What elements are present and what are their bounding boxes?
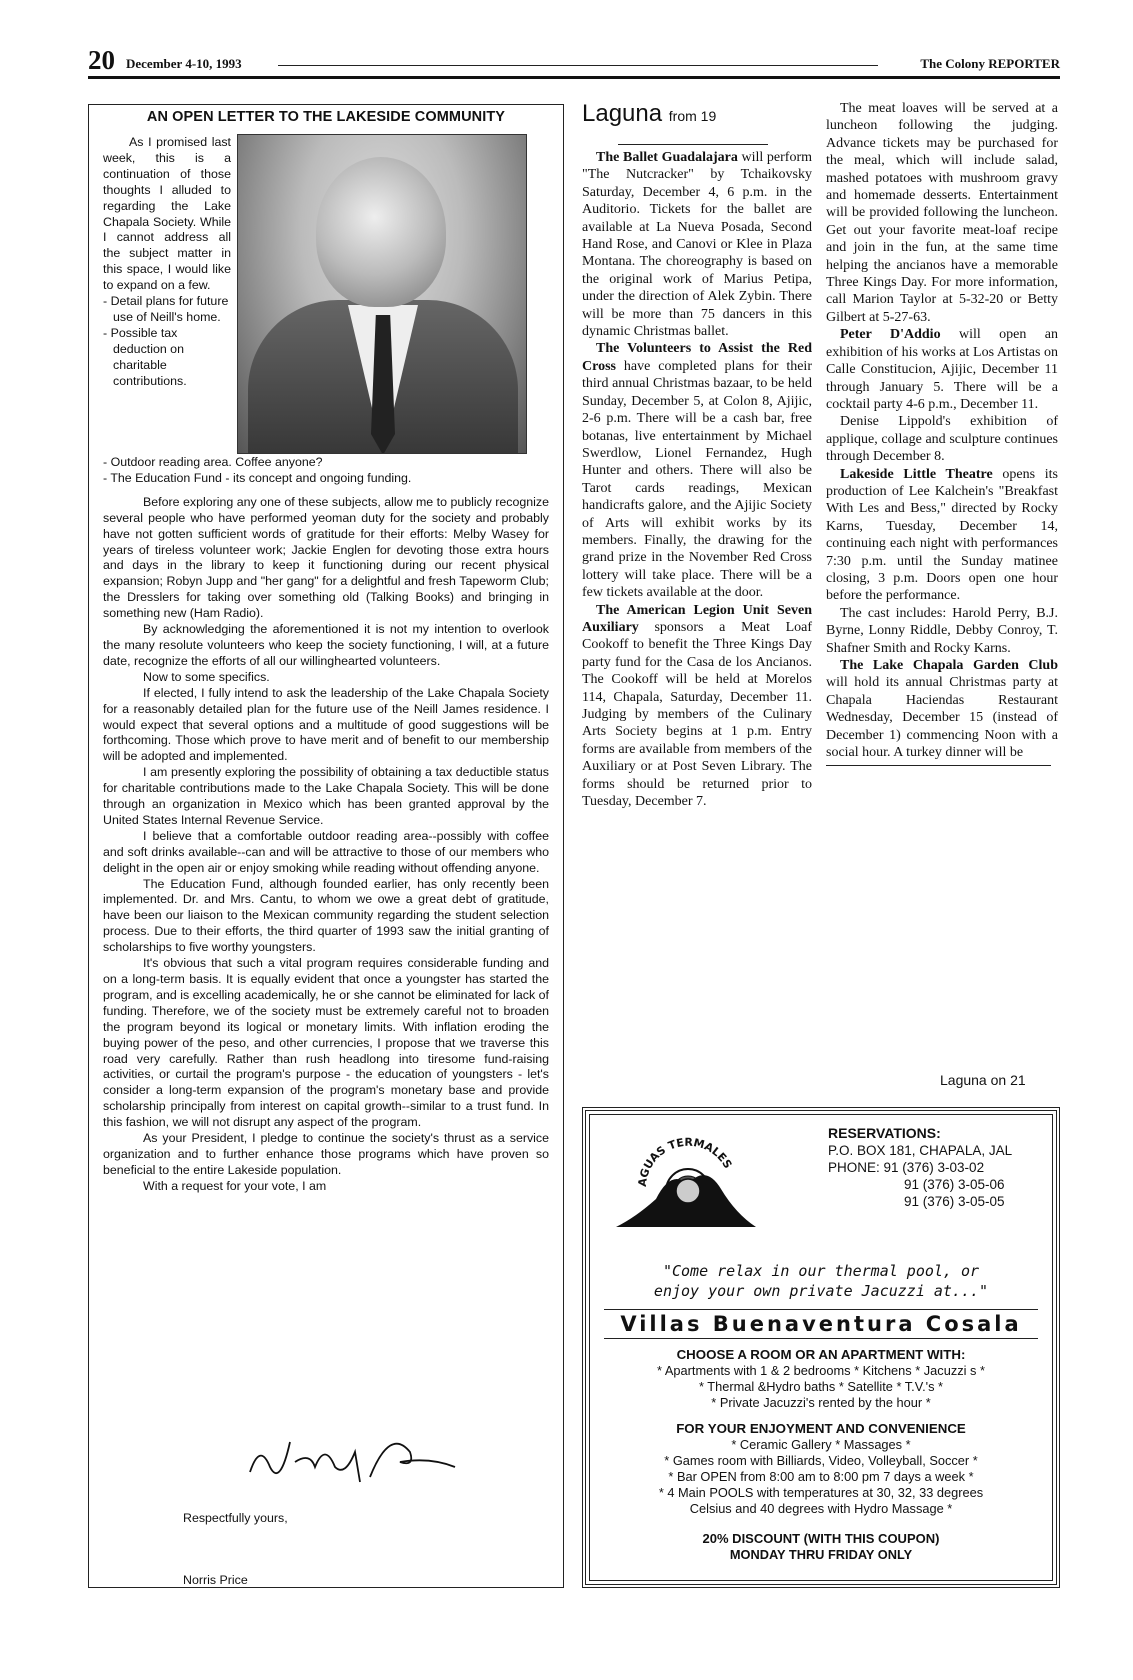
- letter-bullet: - Detail plans for future use of Neill's home.: [103, 294, 229, 324]
- amenities-title: FOR YOUR ENJOYMENT AND CONVENIENCE: [676, 1421, 966, 1436]
- letter-paragraph: Now to some specifics.: [143, 669, 270, 684]
- laguna-items: [826, 100, 1058, 761]
- letter-body: [103, 455, 549, 1195]
- masthead-divider: [88, 76, 1060, 79]
- amenity-line: * Games room with Billiards, Video, Volleyball, Soccer *: [664, 1453, 978, 1468]
- laguna-column-2: [826, 100, 1058, 766]
- slogan-line: enjoy your own private Jacuzzi at...": [653, 1282, 989, 1300]
- letter-bullet: - The Education Fund - its concept and ongoing funding.: [103, 470, 412, 485]
- logo-lettering: AGUAS TERMALES: [635, 1135, 735, 1188]
- news-item: [826, 100, 1058, 326]
- news-lead: The Ballet Guadalajara: [596, 150, 738, 165]
- news-lead: Peter D'Addio: [840, 327, 941, 343]
- reservations-phone: PHONE: 91 (376) 3-03-02: [828, 1160, 985, 1175]
- heading-rule: [618, 144, 768, 145]
- news-item: [826, 605, 1058, 657]
- letter-paragraph: By acknowledging the aforementioned it is not my intention to overlook the many resolute volunteers who keep the society functioning, I will, at a future date, recognize the efforts of all our willinghearted volunteers.: [103, 622, 549, 668]
- amenity-line: * Thermal &Hydro baths * Satellite * T.V.'s *: [698, 1379, 944, 1394]
- aguas-termales-logo: [616, 1129, 756, 1229]
- amenity-line: * 4 Main POOLS with temperatures at 30, 32, 33 degrees: [658, 1485, 984, 1500]
- news-text: will open an exhibition of his works at Los Artistas on Calle Constitucion, Ajijic, December 11 through January 5. There will be a cocktail party 4-6 p.m., December 11.: [826, 327, 1058, 412]
- reservations-phone: 91 (376) 3-05-05: [904, 1194, 1005, 1209]
- handwritten-signature: [240, 1422, 460, 1492]
- discount-line: 20% DISCOUNT (WITH THIS COUPON): [702, 1531, 940, 1546]
- letter-paragraph: I believe that a comfortable outdoor reading area--possibly with coffee and soft drinks available--can and will be attractive to those of our members who delight in the open air or enjoy smoking while reading without offending anyone.: [103, 828, 549, 875]
- amenity-line: * Bar OPEN from 8:00 am to 8:00 pm 7 days a week *: [668, 1469, 974, 1484]
- news-lead: The Volunteers to Assist the Red Cross: [582, 341, 812, 374]
- laguna-heading: [582, 100, 812, 130]
- letter-intro: As I promised last week, this is a continuation of those thoughts I alluded to regarding the Lake Chapala Society. While I cannot address all the subject matter in this space, I would like to expand on a few.: [103, 135, 231, 293]
- photo-head: [316, 157, 446, 307]
- news-text: opens its production of Lee Kalchein's "Breakfast With Les and Bess," directed by Rocky Karns, Tuesday, December 14, continuing each night with performances 7:30 p.m. until the Sunday matinee closing, 3 p.m. Doors open one hour before the performance.: [826, 466, 1058, 604]
- letter-paragraph: As your President, I pledge to continue the society's thrust as a service organization and to further enhance those programs which have proven so beneficial to the entire Lakeside population.: [103, 1131, 549, 1177]
- letter-intro-block: [103, 135, 231, 390]
- letter-paragraph: I am presently exploring the possibility of obtaining a tax deductible status for charitable contributions made to the Lake Chapala Society. This will be done through an organization in Mexico which has been granted approval by the United States Internal Revenue Service.: [103, 765, 549, 827]
- reservations-address: P.O. BOX 181, CHAPALA, JAL: [828, 1143, 1013, 1158]
- amenity-line: * Private Jacuzzi's rented by the hour *: [711, 1395, 931, 1410]
- news-lead: Lakeside Little Theatre: [840, 466, 993, 482]
- slogan-line: "Come relax in our thermal pool, or: [662, 1262, 980, 1280]
- amenity-line: * Ceramic Gallery * Massages *: [731, 1437, 911, 1452]
- amenities-title: CHOOSE A ROOM OR AN APARTMENT WITH:: [676, 1347, 966, 1362]
- letter-paragraph: The Education Fund, although founded earlier, has only recently been implemented. Dr. and Mrs. Cantu, to whom we owe a great debt of gratitude, have been our liaison to the Mexican community regarding the student selection process. Due to their efforts, the third quarter of 1993 saw the initial granting of scholarships to five worthy youngsters.: [103, 876, 549, 955]
- masthead-rule: [278, 65, 878, 66]
- laguna-column-1: [582, 100, 812, 810]
- ad-brand-name: Villas Buenaventura Cosala: [604, 1309, 1038, 1339]
- column-end-rule: [826, 765, 1051, 766]
- ad-slogan: [586, 1261, 1056, 1301]
- villas-advertisement: [582, 1107, 1060, 1588]
- signer-name: Norris Price: [183, 1573, 248, 1587]
- letter-paragraph: If elected, I fully intend to ask the leadership of the Lake Chapala Society for a reasonably detailed plan for the future use of the Neill James residence. I would expect that several options and a multitude of good suggestions will be forthcoming. Those which prove to have merit and of benefit to our membership will be adopted and implemented.: [103, 685, 549, 764]
- laguna-items: [582, 149, 812, 810]
- news-item: [582, 602, 812, 811]
- discount-line: MONDAY THRU FRIDAY ONLY: [729, 1547, 913, 1562]
- letter-bullet: - Possible tax deduction on charitable contributions.: [103, 325, 187, 388]
- news-text: The meat loaves will be served at a luncheon following the judging. Advance tickets may be purchased for the meal, which will include salad, mashed potatoes with mushroom gravy and homemade desserts. Entertainment will be provided following the luncheon. Get out your favorite meat-loaf recipe and join in the fun, at the same time helping the ancianos have a memorable Three Kings Day. For more information, call Marion Taylor at 5-32-20 or Betty Gilbert at 5-27-63.: [826, 101, 1058, 325]
- sign-off: Respectfully yours,: [183, 1511, 288, 1525]
- amenity-line: * Apartments with 1 & 2 bedrooms * Kitchens * Jacuzzi s *: [657, 1363, 985, 1378]
- news-text: The cast includes: Harold Perry, B.J. Byrne, Lonny Riddle, Debby Conroy, T. Shafner Smith and Rocky Karns.: [826, 605, 1058, 656]
- letter-closing: With a request for your vote, I am: [143, 1178, 327, 1193]
- news-text: sponsors a Meat Loaf Cookoff to benefit the Three Kings Day party fund for the Casa de los Ancianos. The Cookoff will be held at Morelos 114, Chapala, Saturday, December 11. Judging by members of the Culinary Arts Society begins at 1 p.m. Entry forms are available from members of the Auxiliary or at Post Seven Library. The forms should be returned prior to Tuesday, December 7.: [582, 619, 812, 810]
- open-letter: [88, 104, 564, 1588]
- laguna-heading-from: from 19: [668, 108, 717, 124]
- amenity-line: Celsius and 40 degrees with Hydro Massage *: [689, 1501, 953, 1516]
- news-item: [582, 340, 812, 601]
- news-text: have completed plans for their third annual Christmas bazaar, to be held Sunday, December 5, at Colon 8, Ajijic, 2-6 p.m. There will be a cash bar, free botanas, live entertainment by Michael Swerdlow, Lionel Fernandez, Hugh Hunter and others. There will also be Tarot cards readings, Mexican handicrafts galore, and the Ajijic Society of Arts will exhibit works by its members. Finally, the drawing for the grand prize in the November Red Cross lottery will take place. There will be a few tickets available at the door.: [582, 358, 812, 601]
- letter-paragraph: It's obvious that such a vital program requires considerable funding and on a long-term basis. It is equally evident that once a youngster has started the program, and is excelling academically, he or she cannot be eliminated for lack of funding. Therefore, we of the society must be extremely careful not to broaden the program beyond its logical or monetary limits. With inflation eroding the buying power of the peso, and other currencies, I propose that we traverse this road very carefully. Rather than rush headlong into tiresome fund-raising activities, or curtail the program's purpose - the education of youngsters - let's consider a long-term expansion of the program's monetary base and provide scholarship principally from interest on capital growth--similar to a trust fund. In this fashion, we will not disrupt any aspect of the program.: [103, 956, 549, 1130]
- news-lead: The American Legion Unit Seven Auxiliary: [582, 602, 812, 635]
- news-item: [826, 657, 1058, 761]
- reservations-title: RESERVATIONS:: [828, 1125, 941, 1141]
- news-item: [826, 466, 1058, 605]
- news-lead: The Lake Chapala Garden Club: [840, 658, 1058, 673]
- reservations-block: [828, 1125, 1012, 1210]
- reservations-phone: 91 (376) 3-05-06: [904, 1177, 1005, 1192]
- laguna-heading-main: Laguna: [582, 100, 663, 127]
- publication-name: The Colony REPORTER: [920, 56, 1060, 71]
- issue-date: December 4-10, 1993: [126, 56, 242, 71]
- letter-title: AN OPEN LETTER TO THE LAKESIDE COMMUNITY: [146, 109, 506, 125]
- ad-amenities: [586, 1347, 1056, 1563]
- news-text: will perform "The Nutcracker" by Tchaikovsky Saturday, December 4, 6 p.m. in the Auditorio. Tickets for the ballet are available at La Nueva Posada, Second Hand Rose, and Canovi or Klee in Plaza Montana. The choreography is based on the original work of Marius Petipa, under the direction of Alek Zybin. There will be more than 75 dancers in this dynamic Christmas ballet.: [582, 150, 812, 340]
- masthead: [88, 46, 1060, 78]
- news-item: [582, 149, 812, 340]
- continued-jump: Laguna on 21: [940, 1072, 1026, 1088]
- news-text: Denise Lippold's exhibition of applique, collage and sculpture continues through December 8.: [826, 414, 1058, 465]
- news-item: [826, 413, 1058, 465]
- news-item: [826, 326, 1058, 413]
- page-number: 20: [88, 45, 115, 75]
- news-text: will hold its annual Christmas party at Chapala Haciendas Restaurant Wednesday, December 15 (instead of December 1) commencing Noon with a social hour. A turkey dinner will be: [826, 675, 1058, 761]
- signature-block: [103, 1510, 549, 1588]
- letter-paragraph: Before exploring any one of these subjects, allow me to publicly recognize several people who have performed yeoman duty for the society and probably have not gotten sufficient words of gratitude for their efforts: Melby Wasey for years of tireless volunteer work; Jackie Englen for devoting those extra hours and days in the library to keep it functioning during our recent physical expansion; Robyn Jupp and "her gang" for a delightful and fresh Tapeworm Club; the Dresslers for taking over something old (Talking Books) and bringing in something new (Ham Radio).: [103, 494, 549, 621]
- author-photo: [237, 134, 527, 454]
- letter-bullet: - Outdoor reading area. Coffee anyone?: [103, 455, 323, 469]
